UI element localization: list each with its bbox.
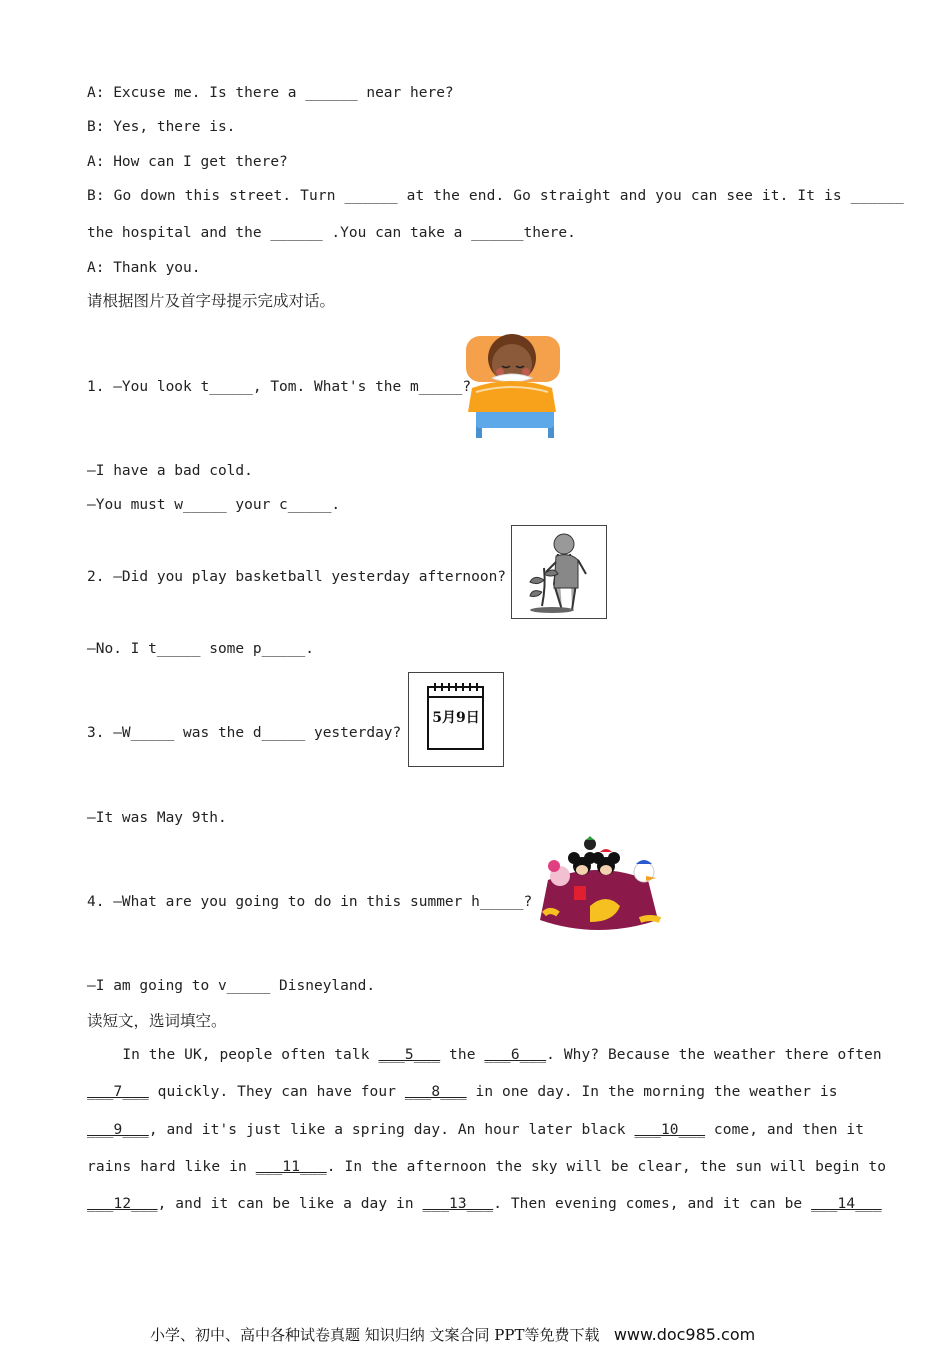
answer-4-line: —I am going to v_____ Disneyland.: [87, 978, 376, 994]
passage-text: rains hard like in: [87, 1159, 256, 1175]
passage-text: the: [440, 1047, 485, 1063]
dialogue-line-5: the hospital and the ______ .You can take a ______there.: [87, 225, 576, 241]
passage-line-5: [87, 1195, 882, 1213]
passage-text: . Then evening comes, and it can be: [493, 1196, 812, 1212]
question-3-line: 3. —W_____ was the d_____ yesterday?: [87, 725, 402, 741]
blank-11[interactable]: ___11___: [255, 1159, 327, 1175]
answer-3-line: —It was May 9th.: [87, 810, 227, 826]
sick-boy-in-bed-image: [462, 322, 562, 440]
blank-9[interactable]: ___9___: [87, 1122, 149, 1138]
blank-7[interactable]: ___7___: [87, 1084, 149, 1100]
blank-12[interactable]: ___12___: [87, 1196, 158, 1212]
blank-10[interactable]: ___10___: [634, 1122, 706, 1138]
passage-line-2: [87, 1083, 838, 1101]
passage-text: , and it's just like a spring day. An hour later black: [148, 1122, 635, 1138]
passage-text: in one day. In the morning the weather is: [466, 1084, 838, 1100]
dialogue-line-4: B: Go down this street. Turn ______ at the end. Go straight and you can see it. It is ______: [87, 188, 904, 204]
question-2-line: 2. —Did you play basketball yesterday afternoon?: [87, 569, 507, 585]
footer: [150, 1324, 755, 1345]
blank-14[interactable]: ___14___: [811, 1196, 882, 1212]
footer-text: 小学、初中、高中各种试卷真题 知识归纳 文案合同 PPT等免费下载: [150, 1326, 600, 1344]
answer-2-line: —No. I t_____ some p_____.: [87, 641, 314, 657]
dialogue-line-2: B: Yes, there is.: [87, 119, 236, 135]
dialogue-line-6: A: Thank you.: [87, 260, 201, 276]
footer-url[interactable]: www.doc985.com: [613, 1325, 756, 1344]
section2-instruction: 请根据图片及首字母提示完成对话。: [87, 292, 336, 310]
passage-text: In the UK, people often talk: [87, 1047, 379, 1063]
question-1-line: 1. —You look t_____, Tom. What's the m_____?: [87, 379, 472, 395]
calendar-image: [408, 672, 504, 767]
answer-1-line: —I have a bad cold.: [87, 463, 253, 479]
passage-line-3: [87, 1121, 864, 1139]
passage-text: quickly. They can have four: [148, 1084, 405, 1100]
planting-trees-image: [511, 525, 607, 619]
passage-text: . In the afternoon the sky will be clear, the sun will begin to: [326, 1159, 887, 1175]
blank-13[interactable]: ___13___: [422, 1196, 494, 1212]
disney-characters-image: [530, 836, 668, 936]
dialogue-line-3: A: How can I get there?: [87, 154, 288, 170]
section3-instruction: 读短文，选词填空。: [87, 1012, 227, 1030]
question-4-line: 4. —What are you going to do in this summer h_____?: [87, 894, 533, 910]
passage-line-1: [87, 1046, 882, 1064]
passage-text: , and it can be like a day in: [157, 1196, 423, 1212]
passage-line-4: [87, 1158, 886, 1176]
blank-8[interactable]: ___8___: [404, 1084, 467, 1100]
passage-text: come, and then it: [705, 1122, 865, 1138]
reply-1-line: —You must w_____ your c_____.: [87, 497, 341, 513]
blank-6[interactable]: ___6___: [484, 1047, 547, 1063]
dialogue-line-1: A: Excuse me. Is there a ______ near here?: [87, 85, 454, 101]
blank-5[interactable]: ___5___: [378, 1047, 441, 1063]
calendar-date-label: 5月9日: [432, 710, 480, 726]
passage-text: . Why? Because the weather there often: [546, 1047, 882, 1063]
